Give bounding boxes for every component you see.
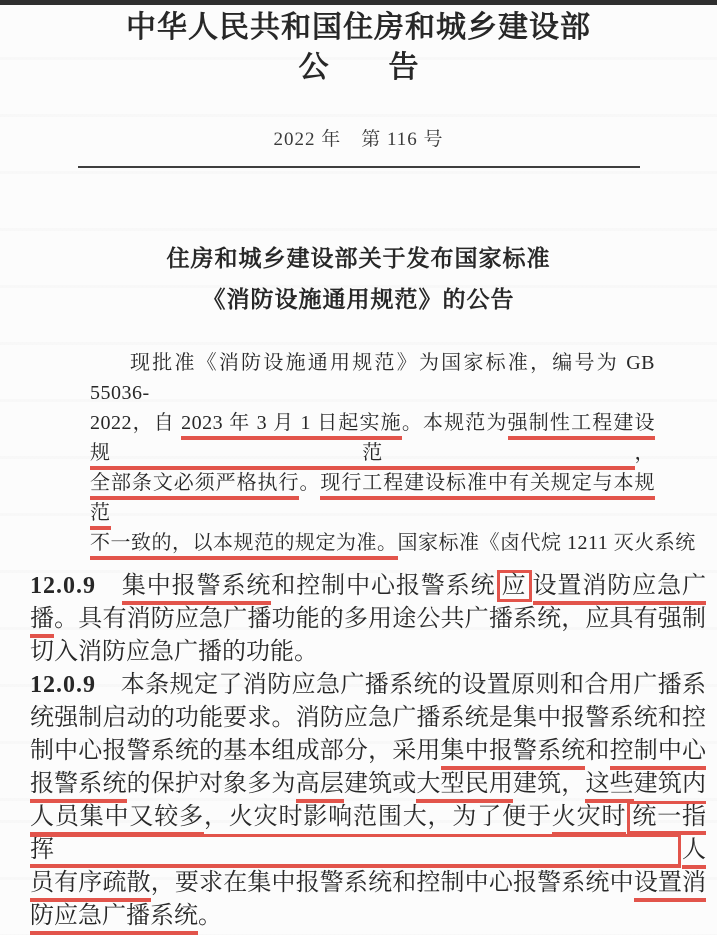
- red-underlined-text: 2023 年 3 月 1 日起实施: [181, 412, 402, 440]
- approval-paragraph: [90, 348, 696, 558]
- red-underlined-text: 人: [682, 837, 706, 869]
- announcement-header: [0, 0, 717, 168]
- ministry-title: 中华人民共和国住房和城乡建设部: [126, 11, 591, 44]
- red-underlined-text: 全部条文必须严格执行: [90, 472, 299, 500]
- red-underlined-text: 高层: [296, 771, 344, 803]
- clause-number: 12.0.9: [30, 672, 96, 698]
- text-segment: [96, 573, 122, 599]
- text-segment: 。本规范为: [401, 412, 508, 434]
- text-segment: 。: [198, 903, 222, 929]
- text-segment: 建筑，: [512, 771, 586, 797]
- explanation-paragraph: [30, 669, 706, 933]
- notice-section: [0, 238, 717, 558]
- text-line: [30, 801, 706, 867]
- text-line: [30, 636, 706, 669]
- red-underlined-text: 火灾时: [552, 804, 627, 836]
- text-line: [30, 735, 706, 768]
- text-line: [30, 669, 706, 702]
- scan-edge-artifact: [0, 0, 717, 5]
- text-segment: ，火灾时影响范围大，为了便于: [203, 804, 552, 830]
- red-underlined-text: 不一致的，以本规范的规定为准。: [90, 532, 398, 560]
- header-divider: [78, 166, 640, 168]
- red-underlined-text: 这些: [585, 771, 633, 803]
- red-underlined-text: 强制性工程建设规范: [90, 412, 655, 470]
- text-segment: 本条规定了消防应急广播系统的设置原则和合用广播系: [96, 672, 706, 698]
- text-line: [90, 348, 655, 408]
- text-segment: 建筑或: [343, 771, 417, 797]
- text-segment: 和控制中心报警系统: [271, 573, 496, 599]
- red-boxed-text: 统一指挥: [30, 801, 706, 868]
- notice-heading-line1: 住房和城乡建设部关于发布国家标准: [166, 246, 551, 271]
- text-segment: 建筑内: [633, 771, 707, 797]
- red-underlined-text: 设置消: [634, 870, 706, 902]
- text-line: [30, 900, 706, 933]
- text-line: [30, 570, 706, 603]
- red-underlined-text: 集中报警系统: [122, 573, 272, 605]
- text-line: [30, 867, 706, 900]
- red-underlined-text: 现行工程建设标准中有关规定与本规范: [90, 472, 655, 530]
- red-underlined-text: 播: [30, 606, 54, 638]
- red-underlined-text: 集中报警系统: [441, 738, 586, 770]
- standard-clause-section: [30, 570, 706, 933]
- red-underlined-text: 设置消防应急广: [533, 573, 707, 605]
- text-segment: 和: [585, 738, 610, 764]
- red-boxed-text: 应: [497, 570, 532, 602]
- notice-heading-line2: 《消防设施通用规范》的公告: [202, 287, 515, 312]
- text-line: [30, 768, 706, 801]
- notice-heading: [0, 238, 717, 320]
- red-underlined-text: 报警系统: [30, 771, 127, 803]
- text-segment: 的保护对象多为: [126, 771, 296, 797]
- text-line: [90, 408, 655, 468]
- red-underlined-text: 防应急广播系统: [30, 903, 198, 935]
- text-segment: 。具有消防应急广播功能的多用途公共广播系统，应具有强制: [54, 606, 707, 632]
- announcement-title: 公 告: [298, 51, 419, 84]
- red-underlined-text: 人员集中又较多: [30, 804, 204, 836]
- text-segment: ，: [634, 442, 655, 464]
- clause-paragraph: [30, 570, 706, 669]
- red-underlined-text: 大型民用: [416, 771, 513, 803]
- text-segment: 统强制启动的功能要求。消防应急广播系统是集中报警系统和控: [30, 705, 706, 731]
- text-segment: 切入消防应急广播的功能。: [30, 639, 318, 665]
- text-line: [30, 603, 706, 636]
- red-underlined-text: 控制中心: [610, 738, 706, 770]
- text-line: [90, 468, 655, 528]
- text-segment: 。: [299, 472, 321, 494]
- issue-number: 2022 年 第 116 号: [273, 129, 444, 150]
- text-segment: 制中心报警系统的基本组成部分，采用: [30, 738, 441, 764]
- clause-number: 12.0.9: [30, 573, 96, 599]
- text-segment: 国家标准《卤代烷 1211 灭火系统: [397, 532, 696, 554]
- text-segment: ，要求在集中报警系统和控制中心报警系统中: [150, 870, 634, 896]
- text-segment: 2022，自: [90, 412, 182, 434]
- text-line: [30, 702, 706, 735]
- text-line: [90, 528, 696, 558]
- text-segment: 现批准《消防设施通用规范》为国家标准，编号为 GB 55036-: [90, 352, 655, 404]
- red-underlined-text: 员有序疏散: [30, 870, 151, 902]
